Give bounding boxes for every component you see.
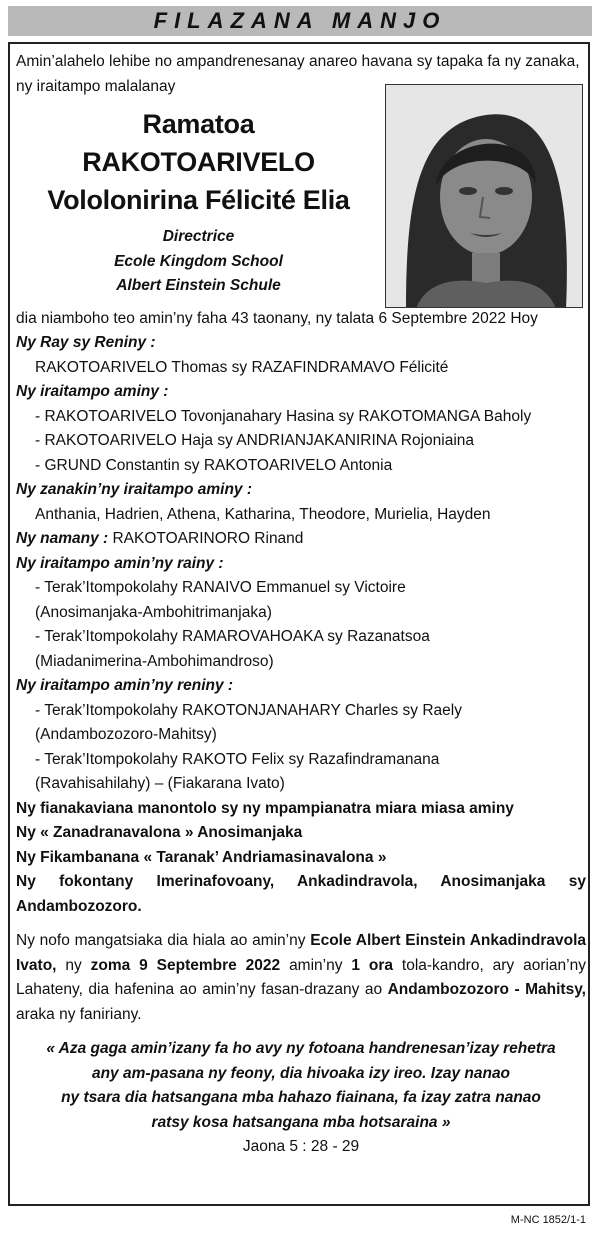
section-label: Ny iraitampo amin’ny reniny :: [16, 677, 234, 694]
mother-siblings-section: [16, 674, 586, 797]
bible-quote: [16, 1037, 586, 1135]
burial-text: araka ny faniriany.: [16, 1005, 142, 1023]
father-siblings-section: [16, 552, 586, 675]
notice-title: FILAZANA MANJO: [153, 8, 447, 33]
deceased-given-names: Vololonirina Félicité Elia: [47, 185, 350, 215]
bold-line: Ny fianakaviana manontolo sy ny mpampianatra miara miasa aminy: [16, 799, 514, 817]
bold-lines: [16, 797, 586, 920]
list-item: - Terak’Itompokolahy RAKOTO Felix sy Razafindramanana: [35, 750, 440, 768]
notice-body: [16, 50, 586, 1160]
bold-line: Ny Fikambanana « Taranak’ Andriamasinavalona »: [16, 848, 387, 866]
parents-section: [16, 331, 586, 380]
burial-text: ny: [56, 956, 91, 974]
list-item: - GRUND Constantin sy RAKOTOARIVELO Antonia: [35, 456, 393, 474]
nephews-section: [16, 478, 586, 527]
burial-text: Ny nofo mangatsiaka dia hiala ao amin’ny: [16, 932, 311, 949]
section-label: Ny iraitampo aminy :: [16, 383, 169, 400]
burial-paragraph: [16, 929, 586, 1027]
parents-names: RAKOTOARIVELO Thomas sy RAZAFINDRAMAVO Félicité: [35, 358, 449, 376]
burial-place: Ecole Albert Einstein Ankadindravola Ivato,: [16, 932, 586, 974]
deceased-roles: [16, 225, 381, 299]
section-label: Ny Ray sy Reniny :: [16, 334, 156, 351]
bold-line: Ny « Zanadranavalona » Anosimanjaka: [16, 824, 303, 841]
bold-line: Ny fokontany Imerinafovoany, Ankadindravola, Anosimanjaka sy Andambozozoro.: [16, 873, 586, 915]
burial-date: zoma 9 Septembre 2022: [90, 956, 281, 974]
siblings-section: [16, 380, 586, 478]
burial-time: 1 ora: [351, 956, 394, 974]
notice-header: [8, 6, 592, 36]
quote-line: « Aza gaga amin’izany fa ho avy ny fotoana handrenesan’izay rehetra: [46, 1040, 556, 1057]
list-item: (Andambozozoro-Mahitsy): [35, 726, 217, 743]
list-item: - RAKOTOARIVELO Tovonjanahary Hasina sy RAKOTOMANGA Baholy: [35, 407, 532, 425]
quote-line: ratsy kosa hatsangana mba hotsaraina »: [151, 1113, 451, 1131]
role-line: Ecole Kingdom School: [114, 252, 283, 270]
list-item: (Anosimanjaka-Ambohitrimanjaka): [35, 603, 272, 621]
death-notice: dia niamboho teo amin’ny faha 43 taonany, ny talata 6 Septembre 2022 Hoy: [16, 309, 538, 327]
nephews-names: Anthania, Hadrien, Athena, Katharina, Theodore, Murielia, Hayden: [35, 505, 491, 523]
list-item: (Ravahisahilahy) – (Fiakarana Ivato): [35, 775, 285, 792]
deceased-honorific: Ramatoa: [142, 109, 255, 139]
list-item: (Miadanimerina-Ambohimandroso): [35, 652, 274, 670]
list-item: - RAKOTOARIVELO Haja sy ANDRIANJAKANIRINA Rojoniaina: [35, 432, 475, 449]
burial-text: tola-kandro, ary aorian’ny Lahateny, dia hafenina ao amin’ny fasan-drazany ao: [16, 956, 586, 998]
list-item: - Terak’Itompokolahy RAKOTONJANAHARY Charles sy Raely: [35, 701, 462, 719]
quote-reference: Jaona 5 : 28 - 29: [242, 1138, 360, 1155]
intro-text: Amin’alahelo lehibe no ampandrenesanay anareo havana sy tapaka fa ny zanaka, ny iraitampo malalanay: [16, 53, 580, 95]
quote-line: ny tsara dia hatsangana mba hahazo fiainana, fa izay zatra nanao: [61, 1089, 541, 1106]
role-line: Directrice: [162, 228, 235, 245]
deceased-surname: RAKOTOARIVELO: [82, 147, 315, 177]
burial-tomb: Andambozozoro - Mahitsy,: [387, 981, 586, 998]
list-item: - Terak’Itompokolahy RAMAROVAHOAKA sy Razanatsoa: [35, 628, 430, 645]
friend-section: [16, 527, 586, 552]
section-label: Ny iraitampo amin’ny rainy :: [16, 554, 224, 572]
friend-name: RAKOTOARINORO Rinand: [112, 530, 304, 547]
burial-text: amin’ny: [280, 956, 352, 974]
list-item: - Terak’Itompokolahy RANAIVO Emmanuel sy Victoire: [35, 579, 406, 596]
role-line: Albert Einstein Schule: [116, 277, 281, 294]
section-label: Ny namany :: [16, 530, 109, 547]
section-label: Ny zanakin’ny iraitampo aminy :: [16, 481, 253, 498]
notice-code: M-NC 1852/1-1: [510, 1214, 586, 1226]
quote-line: any am-pasana ny feony, dia hivoaka izy ireo. Izay nanao: [91, 1064, 511, 1082]
